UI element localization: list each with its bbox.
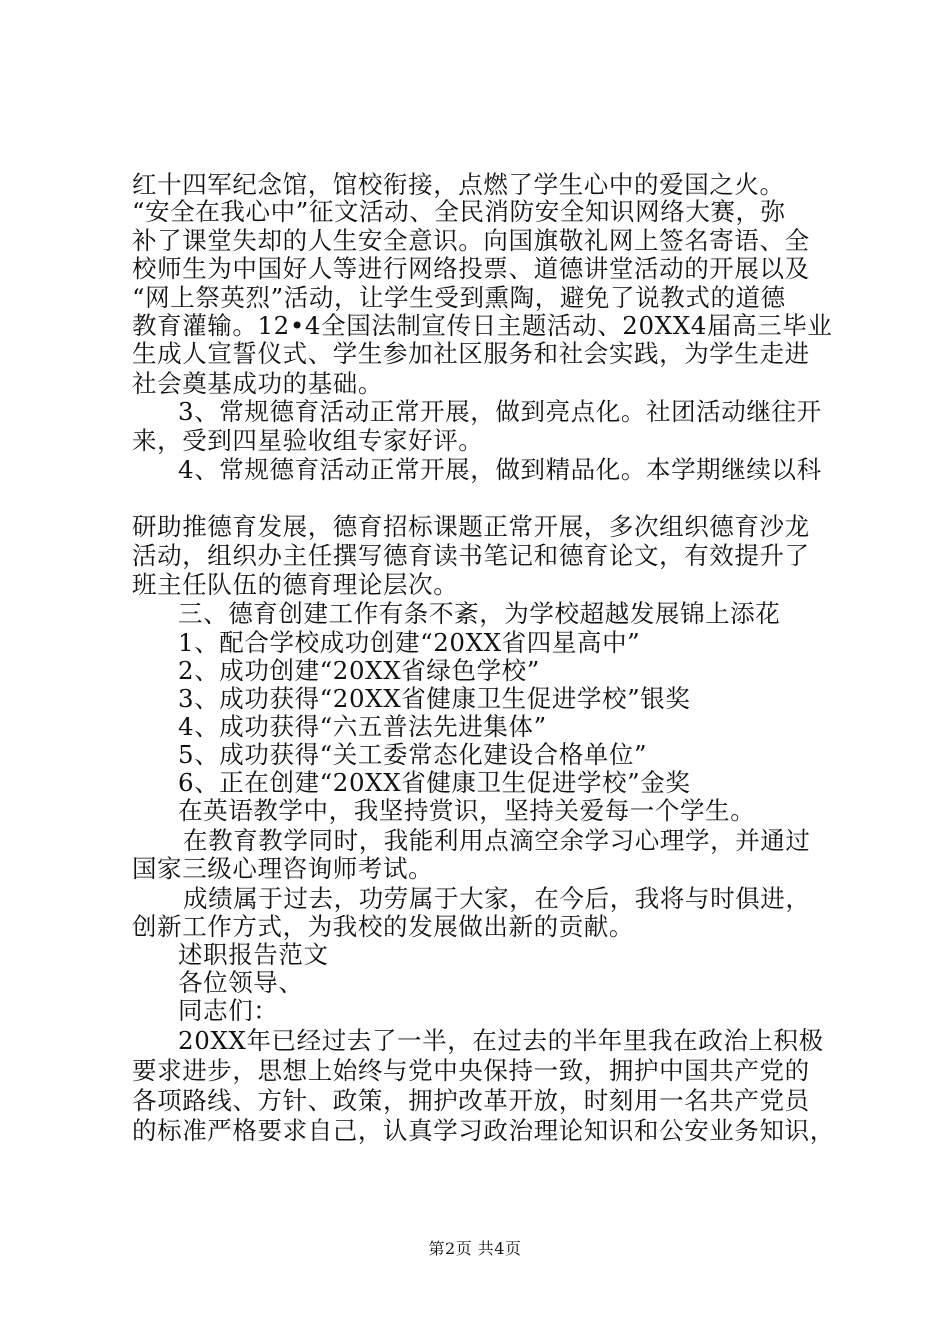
text-line: 活动，组织办主任撰写德育读书笔记和德育论文，有效提升了 — [132, 541, 810, 570]
text-line: 各项路线、方针、政策，拥护改革开放，时刻用一名共产党员 — [132, 1086, 810, 1115]
text-line: “网上祭英烈”活动，让学生受到熏陶，避免了说教式的道德 — [132, 283, 786, 312]
text-line: 20XX年已经过去了一半，在过去的半年里我在政治上积极 — [178, 1026, 824, 1055]
text-line: 红十四军纪念馆，馆校衔接，点燃了学生心中的爱国之火。 — [132, 170, 785, 199]
text-line: 教育灌输。12•4全国法制宣传日主题活动、20XX4届高三毕业 — [132, 311, 833, 340]
text-line: 来，受到四星验收组专家好评。 — [132, 426, 484, 455]
text-line: 社会奠基成功的基础。 — [132, 369, 383, 398]
text-line: “安全在我心中”征文活动、全民消防安全知识网络大赛，弥 — [132, 197, 786, 226]
text-line: 成绩属于过去，功劳属于大家，在今后，我将与时俱进， — [183, 884, 811, 913]
salutation: 各位领导、 — [178, 968, 304, 997]
text-line: 4、常规德育活动正常开展，做到精品化。本学期继续以科 — [178, 455, 822, 484]
text-line: 要求进步，思想上始终与党中央保持一致，拥护中国共产党的 — [132, 1056, 810, 1085]
list-item: 4、成功获得“六五普法先进集体” — [178, 712, 547, 741]
list-item: 2、成功创建“20XX省绿色学校” — [178, 656, 540, 685]
list-item: 5、成功获得“关工委常态化建设合格单位” — [178, 740, 648, 769]
list-item: 1、配合学校成功创建“20XX省四星高中” — [178, 628, 641, 657]
text-line: 补了课堂失却的人生安全意识。向国旗敬礼网上签名寄语、全 — [132, 226, 810, 255]
text-line: 研助推德育发展，德育招标课题正常开展，多次组织德育沙龙 — [132, 512, 810, 541]
text-line: 的标准严格要求自己，认真学习政治理论知识和公安业务知识， — [132, 1116, 835, 1145]
text-line: 在教育教学同时，我能利用点滴空余学习心理学，并通过 — [183, 826, 811, 855]
text-line: 3、常规德育活动正常开展，做到亮点化。社团活动继往开 — [178, 397, 822, 426]
text-line: 班主任队伍的德育理论层次。 — [132, 570, 459, 599]
salutation: 同志们： — [178, 996, 279, 1025]
list-item: 3、成功获得“20XX省健康卫生促进学校”银奖 — [178, 684, 691, 713]
text-line: 国家三级心理咨询师考试。 — [132, 854, 434, 883]
text-line: 校师生为中国好人等进行网络投票、道德讲堂活动的开展以及 — [132, 254, 810, 283]
report-title: 述职报告范文 — [178, 940, 329, 969]
list-item: 6、正在创建“20XX省健康卫生促进学校”金奖 — [178, 768, 691, 797]
section-heading: 三、德育创建工作有条不紊，为学校超越发展锦上添花 — [178, 599, 781, 628]
text-line: 在英语教学中，我坚持赏识，坚持关爱每一个学生。 — [178, 796, 756, 825]
page-footer: 第2页 共4页 — [428, 1239, 522, 1258]
text-line: 生成人宣誓仪式、学生参加社区服务和社会实践，为学生走进 — [132, 339, 810, 368]
text-line: 创新工作方式，为我校的发展做出新的贡献。 — [132, 912, 634, 941]
